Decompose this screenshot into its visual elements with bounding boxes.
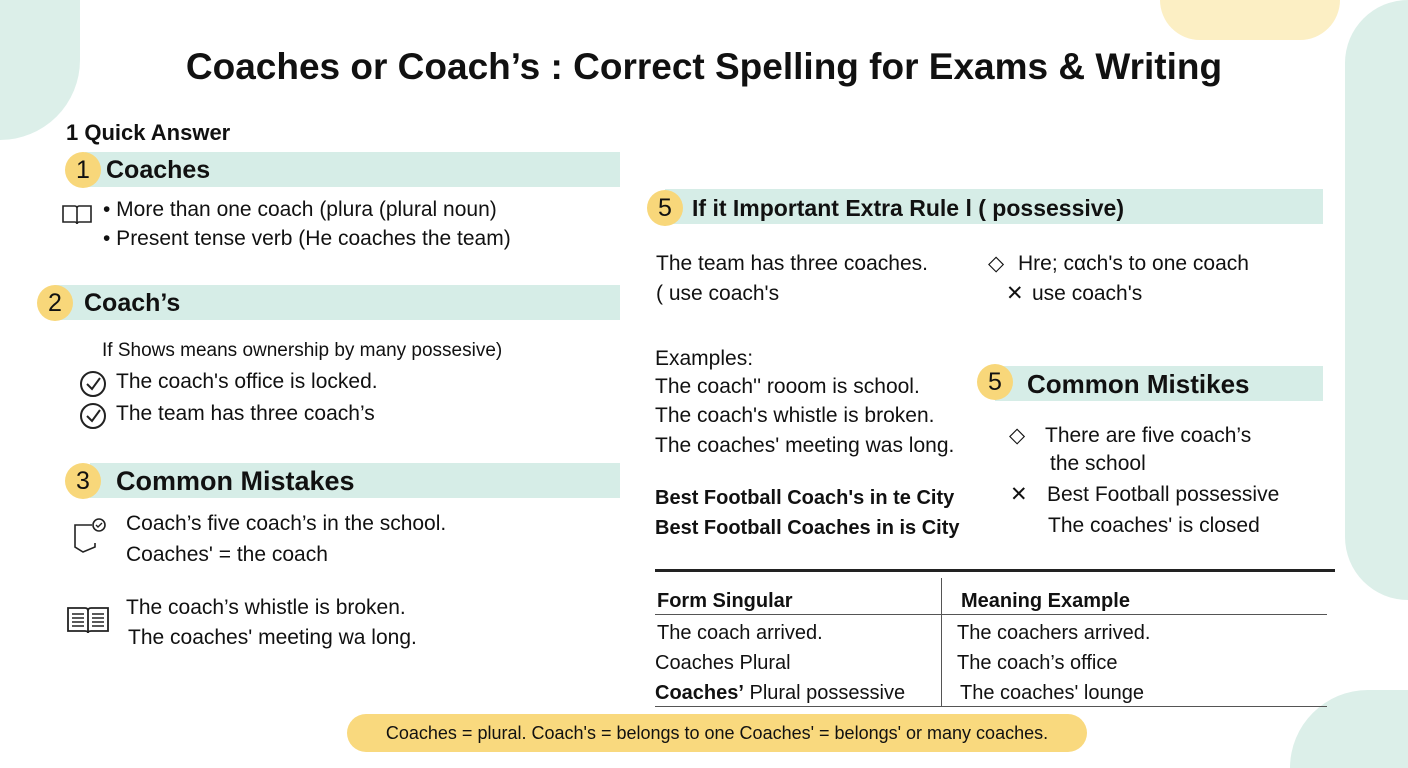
table-cell-form: The coach arrived. (657, 622, 823, 644)
table-cell-example: The coachers arrived. (957, 622, 1151, 644)
table-row (657, 621, 823, 645)
example-bold-line: Best Football Coaches in is City (655, 517, 960, 539)
cross-icon: ✕ (1006, 282, 1024, 305)
example-line: The coach's whistle is broken. (655, 404, 935, 427)
decor-blob-top-right (1160, 0, 1340, 40)
bullet-line: • Present tense verb (He coaches the team) (103, 227, 511, 250)
diamond-icon: ◇ (988, 252, 1005, 275)
example-line: The coach’s whistle is broken. (126, 596, 406, 619)
table-cell-form: Plural possessive (743, 682, 906, 704)
table-cell-form-bold: Coaches’ (655, 682, 744, 704)
rule-line: The team has three coaches. (656, 252, 928, 275)
mistake-line: Coach’s five coach’s in the school. (126, 512, 447, 535)
note-check-icon (72, 516, 108, 554)
bullet-line: • More than one coach (plura (plural noun) (103, 198, 497, 221)
decor-blob-bottom-right (1290, 690, 1408, 768)
table-header-rule (655, 614, 1327, 615)
diamond-icon: ◇ (1009, 424, 1026, 447)
rule-line: ( use coach's (656, 282, 780, 305)
section-heading: If it Important Extra Rule l ( possessive) (692, 195, 1124, 221)
section-number-badge: 5 (647, 190, 683, 226)
check-item: The team has three coach’s (116, 402, 375, 425)
open-book-icon (66, 604, 110, 636)
mistake-line: Best Football possessive (1047, 483, 1280, 506)
table-column-divider (941, 578, 942, 706)
rule-line: Hre; cαch's to one coach (1018, 252, 1249, 275)
section-number-badge: 5 (977, 364, 1013, 400)
section-number-badge: 1 (65, 152, 101, 188)
section-heading: Common Mistakes (116, 466, 355, 496)
rule-line: use coach's (1032, 282, 1143, 305)
example-bold-line: Best Football Coach's in te City (655, 487, 955, 509)
summary-text: Coaches = plural. Coach's = belongs to one Coaches' = belongs' or many coaches. (385, 722, 1049, 743)
section-number-badge: 3 (65, 463, 101, 499)
check-circle-icon (79, 370, 107, 398)
section-number-badge: 2 (37, 285, 73, 321)
quick-answer-label: 1 Quick Answer (66, 120, 231, 145)
section-heading: Common Mistikes (1027, 369, 1250, 399)
table-header: Meaning Example (961, 590, 1130, 612)
summary-footer (347, 714, 1087, 752)
example-line: The coaches' meeting was long. (655, 434, 955, 457)
check-item: The coach's office is locked. (116, 370, 378, 393)
book-icon (61, 203, 93, 227)
mistake-line: There are five coach’s (1045, 424, 1252, 447)
table-cell-example: The coach’s office (957, 652, 1118, 674)
page-title: Coaches or Coach’s : Correct Spelling for Exams & Writing (185, 46, 1223, 87)
table-cell-example: The coaches' lounge (960, 682, 1144, 704)
mistake-line: Coaches' = the coach (126, 543, 328, 566)
mistake-line: the school (1050, 452, 1146, 475)
table-top-rule (655, 569, 1335, 572)
examples-label: Examples: (655, 347, 754, 370)
decor-blob-right (1345, 0, 1408, 600)
table-cell-form: Coaches Plural (655, 652, 791, 674)
section-heading: Coaches (106, 156, 211, 184)
example-line: The coaches' meeting wa long. (128, 626, 417, 649)
mistake-line: The coaches' is closed (1048, 514, 1260, 537)
section-heading: Coach’s (84, 289, 181, 317)
table-bottom-rule (655, 706, 1327, 707)
table-row (655, 681, 905, 705)
check-circle-icon (79, 402, 107, 430)
example-line: The coach'' rooom is school. (655, 375, 920, 398)
table-header: Form Singular (657, 590, 793, 612)
section-intro: If Shows means ownership by many possesive) (102, 340, 503, 361)
cross-icon: ✕ (1010, 483, 1028, 506)
table-row (655, 651, 791, 675)
